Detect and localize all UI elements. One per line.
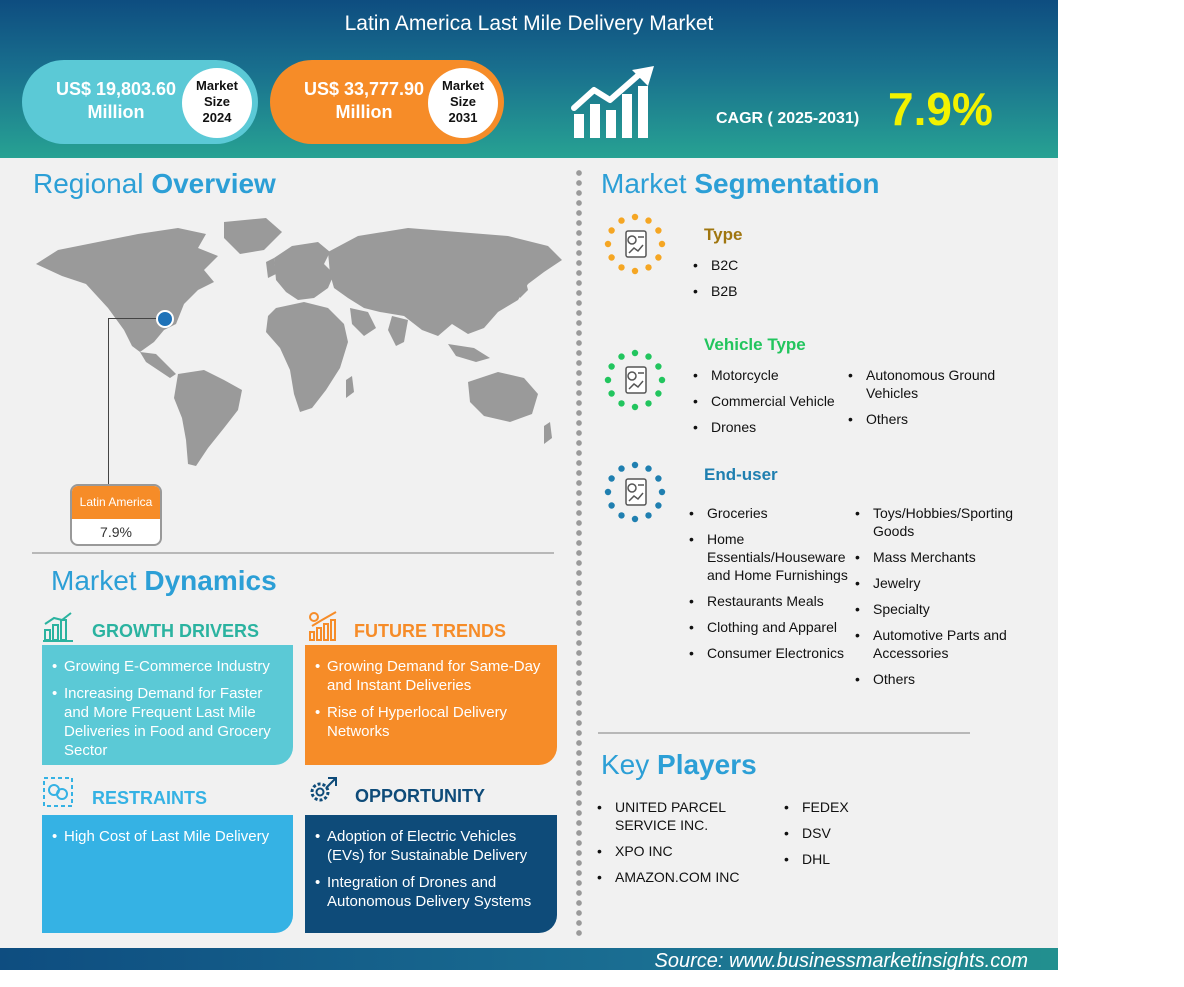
region-cagr: 7.9%	[100, 524, 132, 540]
market-size-2024-value: US$ 19,803.60 Million	[55, 79, 177, 122]
list-item: • Others	[848, 410, 1023, 428]
vehicle-type-list-col1	[693, 366, 843, 444]
end-user-heading: End-user	[704, 465, 778, 484]
list-item: • Restaurants Meals	[689, 592, 851, 610]
market-size-2031-label: Market Size 2031	[428, 68, 498, 138]
restraints-heading: RESTRAINTS	[92, 788, 208, 808]
trend-chart-icon	[306, 610, 338, 642]
list-item: • Commercial Vehicle	[693, 392, 843, 410]
vehicle-type-segment-icon	[604, 349, 666, 411]
header-banner	[0, 0, 1058, 158]
page-title: Latin America Last Mile Delivery Market	[344, 12, 714, 35]
cagr-value: 7.9%	[888, 83, 993, 135]
list-item: • Automotive Parts and Accessories	[855, 626, 1033, 662]
market-size-2031-value: US$ 33,777.90 Million	[303, 79, 425, 122]
market-dynamics-title: Market Dynamics	[51, 565, 277, 596]
growth-drivers-box	[42, 645, 293, 765]
list-item: • Autonomous Ground Vehicles	[848, 366, 1023, 402]
list-item: • Integration of Drones and Autonomous Delivery Systems	[315, 873, 543, 911]
list-item: • B2C	[693, 256, 833, 274]
market-segmentation-title: Market Segmentation	[601, 168, 880, 199]
vehicle-type-list-col2	[848, 366, 1023, 436]
list-item: • DSV	[784, 824, 904, 842]
list-item: • Adoption of Electric Vehicles (EVs) for Sustainable Delivery	[315, 827, 543, 865]
source-text: Source: www.businessmarketinsights.com	[654, 950, 1028, 970]
gear-icon	[306, 774, 338, 806]
growth-drivers-heading: GROWTH DRIVERS	[92, 621, 260, 641]
cagr-label: CAGR ( 2025-2031)	[716, 110, 860, 127]
future-trends-heading: FUTURE TRENDS	[354, 621, 506, 641]
key-players-list-col2	[784, 798, 904, 876]
list-item: • Motorcycle	[693, 366, 843, 384]
list-item: • Home Essentials/Houseware and Home Furnishings	[689, 530, 851, 584]
list-item: • Rise of Hyperlocal Delivery Networks	[315, 703, 543, 741]
end-user-list-col1	[689, 504, 851, 670]
end-user-list-col2	[855, 504, 1033, 696]
list-item: • XPO INC	[597, 842, 782, 860]
opportunity-heading: OPPORTUNITY	[355, 786, 486, 806]
regional-overview-title: Regional Overview	[33, 168, 276, 199]
type-list	[693, 256, 833, 308]
market-size-2024-pill	[22, 60, 258, 144]
vehicle-type-heading: Vehicle Type	[704, 335, 806, 354]
type-segment-icon	[604, 213, 666, 275]
future-trends-box	[305, 645, 557, 765]
list-item: • Drones	[693, 418, 843, 436]
list-item: • AMAZON.COM INC	[597, 868, 782, 886]
region-name: Latin America	[72, 486, 160, 519]
list-item: • Groceries	[689, 504, 851, 522]
list-item: • DHL	[784, 850, 904, 868]
region-marker-dot	[156, 310, 174, 328]
vertical-divider	[576, 168, 582, 936]
list-item: • Clothing and Apparel	[689, 618, 851, 636]
list-item: • Others	[855, 670, 1033, 688]
list-item: • Increasing Demand for Faster and More Frequent Last Mile Deliveries in Food and Grocery Sector	[52, 684, 279, 760]
list-item: • Jewelry	[855, 574, 1033, 592]
growth-chart-icon	[570, 64, 660, 140]
key-players-list-col1	[597, 798, 782, 894]
list-item: • Consumer Electronics	[689, 644, 851, 662]
section-divider	[598, 732, 970, 734]
footer-bar	[0, 948, 1058, 970]
list-item: • FEDEX	[784, 798, 904, 816]
list-item: • High Cost of Last Mile Delivery	[52, 827, 279, 846]
list-item: • Specialty	[855, 600, 1033, 618]
list-item: • B2B	[693, 282, 833, 300]
restraint-icon	[42, 776, 74, 808]
list-item: • Toys/Hobbies/Sporting Goods	[855, 504, 1033, 540]
list-item: • Growing Demand for Same-Day and Instant Deliveries	[315, 657, 543, 695]
opportunity-box	[305, 815, 557, 933]
type-heading: Type	[704, 225, 743, 244]
list-item: • Growing E-Commerce Industry	[52, 657, 279, 676]
map-callout-line	[108, 318, 164, 486]
end-user-segment-icon	[604, 461, 666, 523]
list-item: • UNITED PARCEL SERVICE INC.	[597, 798, 782, 834]
market-size-2031-pill	[270, 60, 504, 144]
list-item: • Mass Merchants	[855, 548, 1033, 566]
key-players-title: Key Players	[601, 749, 757, 780]
section-divider	[32, 552, 554, 554]
restraints-box	[42, 815, 293, 933]
market-size-2024-label: Market Size 2024	[182, 68, 252, 138]
bar-chart-icon	[42, 610, 74, 642]
region-card-latin-america	[70, 484, 162, 546]
